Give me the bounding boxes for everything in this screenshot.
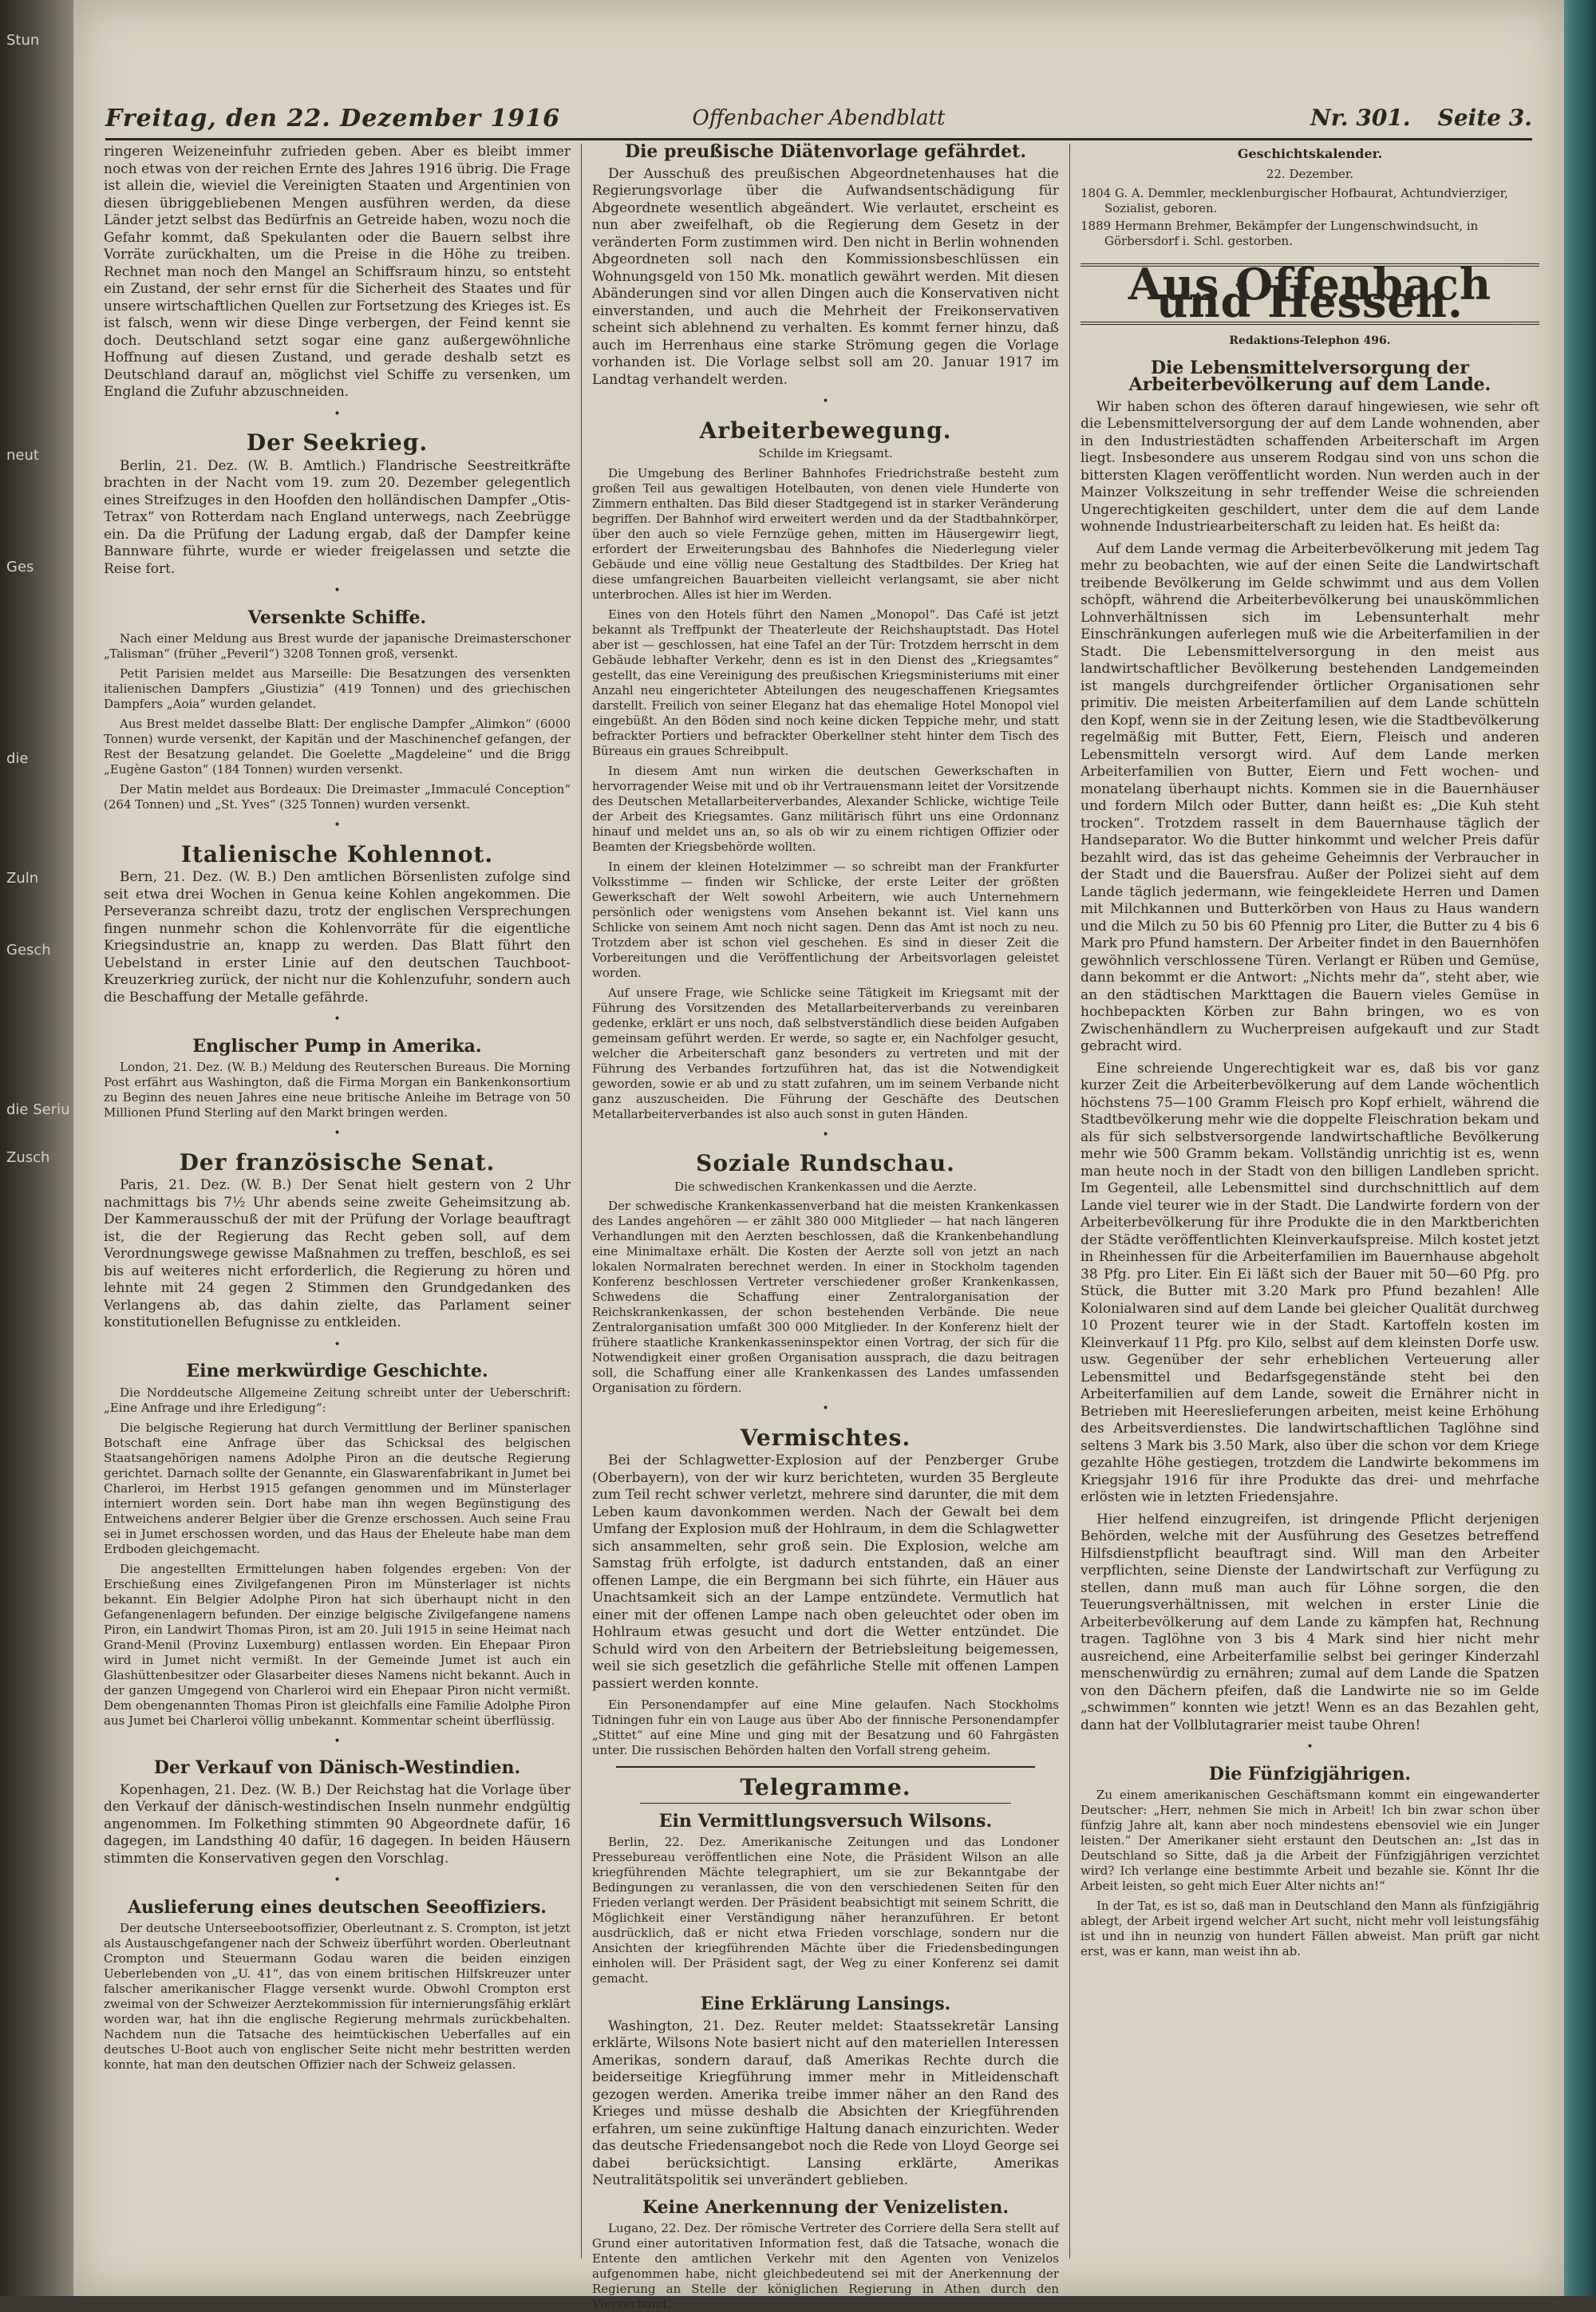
headline-venizelisten: Keine Anerkennung der Venizelisten. [642,2196,1009,2218]
article-text: Der schwedische Krankenkassenverband hat die meisten Krankenkassen des Landes angehören — er zählt 380 000 Mitglieder — hat nach längeren Verhandlungen mit den Aerzten beschlossen, daß die Krankenbehandlung eine Minimaltaxe erhält. Die Kosten der Aerzte soll von jetzt an nach lokalen Normalraten berechnet werden. In einer in Stockholm tagenden Konferenz beschlossen Vertreter verschiedener großer Krankenkassen, Schwedens die Schaffung einer Zentralorganisation der Reichskrankenkassen, der schon bestehenden Verbände. Die neue Zentralorganisation umfaßt 300 000 Mitglieder. In der Konferenz hielt der frühere staatliche Krankenkasseninspektor einen Vortrag, der sich für die Notwendigkeit einer großen Organisation aussprach, die dazu beitragen soll, die Schaffung einer alle Krankenkassen des Landes umfassenden Organisation zu fördern. [592,1199,1059,1395]
separator-line [640,1803,1011,1804]
article-text: Eines von den Hotels führt den Namen „Monopol“. Das Café ist jetzt bekannt als Treffpunkt der Theaterleute der Reichshauptstadt. Das Hotel aber ist — geschlossen, hat eine Tafel an der Tür: Trotzdem herrscht in dem Gebäude lebhafter Verkehr, denn es ist in den Dienst des „Kriegsamtes“ gestellt, das eine Vereinigung des preußischen Kriegsministeriums mit einer Anzahl neu eingerichteter Abteilungen des neugeschaffenen Kriegsamtes darstellt. Freilich von seiner Eleganz hat das ehemalige Hotel Monopol viel eingebüßt. An den Böden sind noch keine dicken Teppiche mehr, und statt befrackter Portiers und befrackter Oberkellner steht hinter dem Tisch des Büreaus ein graues Schreibpult. [592,607,1059,758]
article-text: Bern, 21. Dez. (W. B.) Den amtlichen Börsenlisten zufolge sind seit etwa drei Wochen in Genua keine Kohlen angekommen. Die Perseveranza schreibt dazu, trotz der englischen Versprechungen fingen nunmehr schon die Kohlenvorräte für die eigentliche Kriegsindustrie an, knapp zu werden. Das Blatt führt den Uebelstand in erster Linie auf den deutschen Tauchboot-Kreuzerkrieg zurück, der nicht nur die Kohlenzufuhr, sondern auch die Beschaffung der Metalle gefährde. [104,869,571,1006]
binding-fragment: Stun [6,32,40,49]
article-text: Hier helfend einzugreifen, ist dringende Pflicht derjenigen Behörden, welche mit der Ausführung des Gesetzes betreffend Hilfsdienstpflicht beauftragt sind. Will man den Arbeiter verpflichten, seine Dienste der Landwirtschaft zur Verfügung zu stellen, dann muß man auch für Löhne sorgen, die den Teuerungsverhältnissen, mit welchen in erster Linie die Arbeiterbevölkerung auf dem Lande zu kämpfen hat, Rechnung tragen. Taglöhne von 3 bis 4 Mark sind hier nicht mehr ausreichend, eine Arbeiterfamilie selbst bei geringer Kinderzahl menschenwürdig zu ernähren; zumal auf dem Lande die Spatzen von den Dächern pfeifen, daß die Landwirte nie so im Gelde „schwimmen“ konnten wie jetzt! Wenn es an das Bezahlen geht, dann hat der Vollblutagrarier meist taube Ohren! [1080,1511,1539,1733]
subheadline: Die schwedischen Krankenkassen und die Aerzte. [674,1179,977,1194]
column-3 [1080,144,1539,2267]
headline-pump: Englischer Pump in Amerika. [192,1035,482,1057]
headline-lansing: Eine Erklärung Lansings. [700,1994,951,2014]
article-text: Die belgische Regierung hat durch Vermittlung der Berliner spanischen Botschaft eine Anfrage über das Schicksal des belgischen Staatsangehörigen namens Adolphe Piron an die deutsche Regierung gerichtet. Darnach sollte der Genannte, ein Glaswarenfabrikant in Jumet bei Charleroi, im Herbst 1915 gefangen genommen und im Münsterlager interniert worden sein. Dort habe man ihn wegen Begünstigung des Entweichens anderer Belgier über die Grenze erschossen. Auch seine Frau sei in Jumet erschossen worden, und das Haus der Eheleute habe man dem Erdboden gleichgemacht. [104,1420,571,1556]
headline-arbeiterbewegung: Arbeiterbewegung. [699,417,952,444]
separator-dot: • [334,584,341,597]
masthead-title: Offenbacher Abendblatt [692,106,946,130]
calendar-date: 22. Dezember. [1266,166,1354,181]
headline-geschichte: Eine merkwürdige Geschichte. [186,1361,488,1381]
masthead [105,100,1532,140]
article-text: Aus Brest meldet dasselbe Blatt: Der englische Dampfer „Alimkon“ (6000 Tonnen) wurde versenkt, der Kapitän und der Maschinenchef gefangen, der Rest der Besatzung gelandet. Die Goelette „Magdeleine“ und die Brigg „Eugène Gaston“ (184 Tonnen) wurden versenkt. [104,717,571,777]
article-text: Bei der Schlagwetter-Explosion auf der Penzberger Grube (Oberbayern), von der wir kurz berichteten, wurden 35 Bergleute zum Teil recht schwer verletzt, mehrere sind darunter, die mit dem Leben kaum davonkommen werden. Nach der Gewalt bei dem Umfang der Explosion muß der Hohlraum, in dem die Schlagwetter sich ansammelten, sehr groß sein. Die Explosion, welche am Samstag früh erfolgte, ist dadurch entstanden, daß an einer offenen Lampe, die ein Bergmann bei sich führte, ein Häuer aus Unachtsamkeit sich an der Lampe entzündete. Vermutlich hat einer mit der offenen Lampe nach oben geleuchtet oder oben im Hohlraum etwas gesucht und dort die Wetter entzündet. Die Schuld wird von den Arbeitern der Betriebsleitung beigemessen, weil sie sich gesetzlich die gefährliche Stelle mit offenen Lampen passiert werden konnte. [592,1452,1059,1692]
calendar-title: Geschichtskalender. [1237,146,1383,161]
article-text: Der Ausschuß des preußischen Abgeordnetenhauses hat die Regierungsvorlage über die Aufwandsentschädigung für Abgeordnete wesentlich abgeändert. Wie verlautet, erscheint es nun aber zweifelhaft, ob die Regierung dem Gesetz in der veränderten Form zustimmen wird. Den nicht in Berlin wohnenden Abgeordneten soll nach den Kommissionsbeschlüssen ein Wohnungsgeld von 150 Mk. monatlich gewährt werden. Mit diesen Abänderungen sind vor allen Dingen auch die Konservativen nicht einverstanden, und auch die Mehrheit der Freikonservativen scheint sich ablehnend zu verhalten. Es kommt ferner hinzu, daß auch im Herrenhaus eine starke Strömung gegen die Vorlage vorhanden ist. Die Vorlage selbst soll am 20. Januar 1917 im Landtag verhandelt werden. [592,165,1059,388]
separator-dot: • [334,407,341,421]
separator-dot: • [334,1013,341,1026]
article-text: Die Norddeutsche Allgemeine Zeitung schreibt unter der Ueberschrift: „Eine Anfrage und ihre Erledigung“: [104,1385,571,1415]
article-text: Wir haben schon des öfteren darauf hingewiesen, wie sehr oft die Lebensmittelversorgung der auf dem Lande wohnenden, aber in den Industriestädten schaffenden Arbeiterschaft im Argen liegt. Insbesondere aus unserem Rodgau sind von uns schon die bittersten Klagen veröffentlicht worden. Nun werden auch in der Mainzer Volkszeitung in sehr treffender Weise die schreienden Ungerechtigkeiten geschildert, unter dem die auf dem Lande wohnende Industriearbeiterschaft zu leiden hat. Es heißt da: [1080,398,1539,535]
section-title: Aus Offenbach und Hessen. [1080,263,1539,325]
headline-sozial: Soziale Rundschau. [696,1150,955,1176]
headline-vermischtes: Vermischtes. [740,1424,911,1451]
article-text: Kopenhagen, 21. Dez. (W. B.) Der Reichstag hat die Vorlage über den Verkauf der dänisch-westindischen Inseln nunmehr endgültig angenommen. Im Folkething stimmten 90 Abgeordnete dafür, 16 dagegen, im Landsthing 40 dafür, 16 dagegen. In beiden Häusern stimmten die Konservativen gegen den Vorschlag. [104,1781,571,1867]
article-text: Die Umgebung des Berliner Bahnhofes Friedrichstraße besteht zum großen Teil aus gewaltigen Hotelbauten, von denen viele Hunderte von Zimmern enthalten. Das Bild dieser Stadtgegend ist in starker Veränderung begriffen. Der Bahnhof wird erweitert werden und da der Stadtbahnkörper, über den auch so viele Fernzüge gehen, mitten im Häusergewirr liegt, erfordert der Erweiterungsbau des Bahnhofes die Niederlegung vieler Gebäude und eine völlig neue Gestaltung des Stadtbildes. Der Krieg hat diese umfangreichen Bauarbeiten vielleicht verlangsamt, sie aber nicht unterbrochen. Alles ist hier im Werden. [592,465,1059,602]
article-text: Berlin, 22. Dez. Amerikanische Zeitungen und das Londoner Pressebureau veröffentlichen eine Note, die Präsident Wilson an alle kriegführenden Mächte telegraphiert, um sie zur Bekanntgabe der Bedingungen zu veranlassen, die von den verschiedenen Seiten für den Frieden verlangt werden. Der Präsident beabsichtigt mit seinem Schritt, die Möglichkeit einer Verständigung näher heranzuführen. Er betont ausdrücklich, daß er nicht etwa Frieden vorschlage, sondern nur die Ansichten der kriegführenden Mächte über die Friedensbedingungen einholen will. Der Präsident sagt, der Weg zu einer Konferenz sei damit gemacht. [592,1835,1059,1986]
newspaper-page [73,0,1564,2311]
binding-fragment: die [6,750,29,767]
binding-fragment: Zusch [6,1149,50,1166]
binding-fragment: Gesch [6,942,51,958]
separator-dot: • [822,395,829,408]
book-binding [0,0,73,2296]
separator-dot: • [822,1402,829,1415]
headline-seekrieg: Der Seekrieg. [246,429,429,456]
article-text: In der Tat, es ist so, daß man in Deutschland den Mann als fünfzigjährig ablegt, der Arbeit irgend welcher Art sucht, nicht mehr voll leistungsfähig ist und ihn in neunzig von hundert Fällen abweist. Man prüft gar nicht erst, was er kann, man weist ihn ab. [1080,1899,1539,1958]
binding-fragment: Ges [6,559,34,575]
book-edge [1561,0,1596,2296]
article-text: London, 21. Dez. (W. B.) Meldung des Reuterschen Bureaus. Die Morning Post erfährt aus Washington, daß die Firma Morgan ein Bankenkonsortium zu Beginn des neuen Jahres eine neue britische Anleihe im Betrage von 50 Millionen Pfund Sterling auf den Markt bringen werden. [104,1060,571,1120]
separator-dot: • [334,1734,341,1748]
article-text: In einem der kleinen Hotelzimmer — so schreibt man der Frankfurter Volksstimme — finden wir Schlicke, der erste Leiter der größten Gewerkschaft der Welt sowohl Arbeitern, wie auch Unternehmern persönlich oder wenigstens vom Ansehen bekannt ist. Viel kann uns Schlicke von seinem Amt noch nicht sagen. Denn das Amt ist noch zu neu. Trotzdem aber ist schon viel geschehen. Es sind in dieser Zeit die Vorbereitungen und die Veröffentlichung der Arbeitsvorlagen geleistet worden. [592,859,1059,980]
article-text: Lugano, 22. Dez. Der römische Vertreter des Corriere della Sera stellt auf Grund einer autoritativen Information fest, daß die Tatsache, wonach die Entente den amtlichen Verkehr mit den Agenten von Venizelos aufgenommen habe, nicht gleichbedeutend sei mit der Anerkennung der Regierung an Stelle der königlichen Regierung in Athen durch den Vierverband. [592,2221,1059,2311]
headline-telegramme: Telegramme. [740,1774,911,1800]
headline-diaeten: Die preußische Diätenvorlage gefährdet. [625,141,1026,162]
article-text: Zu einem amerikanischen Geschäftsmann kommt ein eingewanderter Deutscher: „Herr, nehmen Sie mich in Arbeit! Ich bin zwar schon über fünfzig Jahre alt, kann aber noch mindestens ebensoviel wie ein Junger leisten.“ Der Amerikaner sieht erstaunt den Deutschen an: „Ist das in Deutschland so Sitte, daß ja die Arbeit der Fünfzigjährigen verzichtet wird? Ich verlange eine bestimmte Arbeit und bezahle sie. Könnt Ihr die Arbeit leisten, so geht mich Euer Alter nichts an!“ [1080,1788,1539,1893]
article-text: Der Matin meldet aus Bordeaux: Die Dreimaster „Immaculé Conception“ (264 Tonnen) und „St. Yves“ (325 Tonnen) wurden versenkt. [104,782,571,812]
masthead-date: Freitag, den 22. Dezember 1916 [105,105,560,132]
article-text: Auf dem Lande vermag die Arbeiterbevölkerung mit jedem Tag mehr zu beobachten, wie auf der einen Seite die Landwirtschaft treibende Bevölkerung im Gelde schwimmt und aus dem Vollen schöpft, während die Arbeiterbevölkerung bei unauskömmlichen Lohnverhältnissen sich im Lebensunterhalt mehr Einschränkungen auferlegen muß wie die Arbeiterfamilien in der Stadt. Die Lebensmittelversorgung in den meist aus landwirtschaftlicher Bevölkerung bestehenden Landgemeinden ist mangels durchgreifender örtlicher Organisationen sehr primitiv. Die meisten Arbeiterfamilien auf dem Lande schütteln den Kopf, wenn sie in der Zeitung lesen, wie die Stadtbevölkerung regelmäßig mit Butter, Fett, Eiern, Fleisch und anderen Lebensmitteln versorgt wird. Auf dem Lande merken Arbeiterfamilien von Butter, Eiern und Fett wochen- und monatelang überhaupt nichts. Kommen sie in die Bauernhäuser und fordern Milch oder Butter, dann heißt es: „Die Kuh steht trocken“. Trotzdem rasselt in dem Bauernhause täglich der Handseparator. Wo die Butter hinkommt und welcher Preis dafür bezahlt wird, das ist das geheime Geheimnis der Verbraucher in der Stadt und die Bauersfrau. Außer der Polizei sieht auf dem Lande täglich jedermann, wie feingekleidete Herren und Damen mit Milchkannen und Butterkörben von Haus zu Haus wandern und die Milch zu 50 bis 60 Pfennig pro Liter, die Butter zu 4 bis 6 Mark pro Pfund hamstern. Der Arbeiter findet in den Bauernhöfen gewöhnlich verschlossene Türen. Verlangt er Rüben und Gemüse, dann bekommt er die Antwort: „Nichts mehr da“, steht aber, wie an den städtischen Markttagen die Bauern vieles Gemüse in hochbepackten Körben zur Bahn bringen, wo es von Zwischenhändlern zu Wucherpreisen aufgekauft und zur Stadt gebracht wird. [1080,540,1539,1054]
separator-dot: • [334,819,341,832]
separator-dot: • [822,1128,829,1141]
article-text: Paris, 21. Dez. (W. B.) Der Senat hielt gestern von 2 Uhr nachmittags bis 7½ Uhr abends seine zweite Geheimsitzung ab. Der Kammerausschuß der mit der Prüfung der Vorlage beauftragt ist, die der Regierung das Recht geben soll, auf dem Verordnungswege gewisse Maßnahmen zu treffen, beschloß, es sei bis auf weiteres nicht erforderlich, die Regierung zu hören und lehnte mit 24 gegen 2 Stimmen den Grundgedanken des Verlangens ab, das dahin zielte, das Parlament seiner konstitutionellen Befugnisse zu entkleiden. [104,1177,571,1330]
article-text: Auf unsere Frage, wie Schlicke seine Tätigkeit im Kriegsamt mit der Führung des Vorsitzenden des Metallarbeiterverbands zu vereinbaren gedenke, erklärt er uns noch, daß selbstverständlich diese beiden Aufgaben gemeinsam geführt werden. Er werde, so sagte er, ein Nachfolger gesucht, welcher die Arbeiterschaft ganz besonders zu vertreten und mit der Führung des Verbandes fortzuführen hat, das ist die Notwendigkeit geworden, sowie er ab und zu statt zufahren, um im seinem Verbande nicht ganz auszuscheiden. Die Führung der Geschäfte des Deutschen Metallarbeiterverbandes ist also auch sonst in guten Händen. [592,985,1059,1121]
article-text: Petit Parisien meldet aus Marseille: Die Besatzungen des versenkten italienischen Dampfers „Giustizia“ (419 Tonnen) und des griechischen Dampfers „Aoia“ wurden gelandet. [104,666,571,711]
headline-versenkt: Versenkte Schiffe. [247,607,427,628]
column-2 [592,141,1059,2311]
calendar-entry: 1889 Hermann Brehmer, Bekämpfer der Lungenschwindsucht, in Görbersdorf i. Schl. gestorben. [1080,219,1479,248]
headline-kohlennot: Italienische Kohlennot. [180,840,494,867]
headline-fuenfzigjaehrige: Die Fünfzigjährigen. [1208,1763,1412,1784]
separator-line [616,1766,1035,1768]
article-text: ringeren Weizeneinfuhr zufrieden geben. Aber es bleibt immer noch etwas von der reichen Ernte des Jahres 1916 übrig. Die Frage ist allein die, wieviel die Vereinigten Staaten und Argentinien von diesen übriggebliebenen Mengen ausführen werden, da diese Länder jetzt selbst das Bedürfnis an Getreide haben, wozu noch die Gefahr kommt, daß Spekulanten oder die Bauern selbst ihre Vorräte zurückhalten, um die Preise in die Höhe zu treiben. Rechnet man noch den Mangel an Schiffsraum hinzu, so entsteht ein Zustand, der sehr ernst für die Sicherheit des Staates und für unsere wirtschaftlichen Quellen zur Fortsetzung des Krieges ist. Es ist falsch, wenn wir diese Dinge verbergen, der Feind kennt sie doch. Deutschland setzt sogar eine ganz außergewöhnliche Hoffnung auf diesen Zustand, und gerade deshalb setzt es Deutschland darauf an, möglichst viel Schiffe zu versenken, um England die Zufuhr abzuschneiden. [104,144,571,400]
binding-fragment: neut [6,447,39,464]
article-text: Nach einer Meldung aus Brest wurde der japanische Dreimasterschoner „Talisman“ (früher „Peveril“) 3208 Tonnen groß, versenkt. [104,631,571,661]
headline-seeoffizier: Auslieferung eines deutschen Seeoffiziers. [127,1896,547,1918]
headline-westindien: Der Verkauf von Dänisch-Westindien. [153,1757,521,1778]
column-1 [104,144,571,2267]
headline-lebensmittel: Die Lebensmittelversorgung der Arbeiterbevölkerung auf dem Lande. [1128,357,1491,395]
headline-senat: Der französische Senat. [179,1148,496,1176]
separator-dot: • [334,1338,341,1351]
separator-dot: • [334,1127,341,1140]
article-text: Ein Personendampfer auf eine Mine gelaufen. Nach Stockholms Tidningen fuhr ein von Lauge aus über Abo der finnische Personendampfer „Stittet“ auf eine Mine und ging mit der Besatzung und 60 Fahrgästen unter. Die russischen Behörden halten den Vorfall streng geheim. [592,1697,1059,1757]
page-number: Seite 3. [1437,105,1532,131]
article-text: Eine schreiende Ungerechtigkeit war es, daß bis vor ganz kurzer Zeit die Arbeiterbevölkerung auf dem Lande wöchentlich höchstens 75—100 Gramm Fleisch pro Kopf erhielt, während die Stadtbevölkerung mehr wie die doppelte Fleischration bekam und als für sich selbstversorgende landwirtschaftliche Bevölkerung mehr wie 500 Gramm bekam. Vollständig unrichtig ist es, wenn man heute noch in der Stadt von den billigen Landleben spricht. Im Gegenteil, alle Lebensmittel sind durchschnittlich auf dem Lande viel teurer wie in der Stadt. Die Landwirte fordern von der Arbeiterbevölkerung für ihre Produkte die in den Marktberichten der Städte veröffentlichten Kleinverkaufspreise. Milch kostet jetzt in Rheinhessen für die Arbeiterfamilien im Bauernhause abgeholt 38 Pfg. pro Liter. Ein Ei läßt sich der Bauer mit 50—60 Pfg. pro Stück, die Butter mit 3.20 Mark pro Pfund bezahlen! Alle Kolonialwaren sind auf dem Lande bei gleicher Qualität durchweg 10 Prozent teurer wie in der Stadt. Kartoffeln kosten im Kleinverkauf 11 Pfg. pro Kilo, selbst auf dem kleinsten Dorfe usw. usw. Gegenüber der sehr erheblichen Verteuerung aller Lebensmittel und Bedarfsgegenstände steht bei den Arbeiterfamilien auf dem Lande, soweit die Ernährer nicht in Betrieben mit Heereslieferungen arbeiten, meist keine Erhöhung des Arbeitsverdienstes. Die landwirtschaftlichen Taglöhne sind seltens 3 Mark bis 3.50 Mark, also über die schon vor dem Kriege gezahlte Höhe gestiegen, trotzdem die Landwirte bekommens im Kriegsjahr 1916 für ihre Produkte das drei- und mehrfache erlösten wie in letzten Friedensjahre. [1080,1060,1539,1505]
binding-fragment: die Seriu [6,1101,70,1118]
article-text: Die angestellten Ermittelungen haben folgendes ergeben: Von der Erschießung eines Zivilgefangenen Piron im Münsterlager ist nichts bekannt. Ein Belgier Adolphe Piron hat sich überhaupt nicht in den Gefangenenlagern befunden. Der einzige belgische Zivilgefangene namens Piron, ein Landwirt Thomas Piron, ist am 20. Juli 1915 in seine Heimat nach Grand-Menil (Provinz Luxemburg) entlassen worden. Ein Ehepaar Piron wird in Jumet nicht vermißt. In der Gemeinde Jumet ist auch ein Glashüttenbesitzer oder Glasarbeiter dieses Namens nicht bekannt. Auch in der ganzen Umgegend von Charleroi wird ein Ehepaar Piron nicht vermißt. Dem obengenannten Thomas Piron ist gleichfalls eine Familie Adolphe Piron aus Jumet bei Charleroi völlig unbekannt. Kommentar scheint überflüssig. [104,1561,571,1728]
binding-fragment: Zuln [6,870,39,887]
calendar-entry: 1804 G. A. Demmler, mecklenburgischer Hofbaurat, Achtundvierziger, Sozialist, geboren. [1080,186,1508,215]
headline-wilson: Ein Vermittlungsversuch Wilsons. [658,1810,993,1832]
article-text: Berlin, 21. Dez. (W. B. Amtlich.) Flandrische Seestreitkräfte brachten in der Nacht vom 19. zum 20. Dezember gelegentlich eines Streifzuges in den Hoofden den holländischen Dampfer „Otis-Tetrax“ von Rotterdam nach England unterwegs, nach Zeebrügge ein. Da die Prüfung der Ladung ergab, daß der Dampfer keine Bannware führte, wurde er wieder freigelassen und setzte die Reise fort. [104,457,571,577]
article-text: In diesem Amt nun wirken die deutschen Gewerkschaften in hervorragender Weise mit und ob ihr Vertrauensmann leitet der Vorsitzende des Deutschen Metallarbeiterverbandes, Alexander Schlicke, wichtige Teile der Arbeit des Kriegsamtes. Ganz militärisch führt uns eine Ordonnanz hinauf und meldet uns an, so als ob wir zu einem richtigen Offizier oder Beamten der Kriegsbehörde wollten. [592,763,1059,854]
separator-dot: • [334,1874,341,1887]
masthead-number-page [1310,105,1532,131]
editorial-phone: Redaktions-Telephon 496. [1229,334,1391,347]
separator-dot: • [1306,1741,1314,1753]
article-text: Washington, 21. Dez. Reuter meldet: Staatssekretär Lansing erklärte, Wilsons Note basiert nicht auf den materiellen Interessen Amerikas, sondern darauf, daß Amerikas Rechte durch die beiderseitige Kriegführung immer mehr in Mitleidenschaft gezogen werden. Amerika treibe immer näher an den Rand des Krieges und müsse deshalb die Absichten der Kriegführenden erfahren, um seine zukünftige Haltung danach einzurichten. Weder das deutsche Friedensangebot noch die Rede von Lloyd George sei dabei berücksichtigt. Lansing erklärte, Amerikas Neutralitätspolitik sei unverändert geblieben. [592,2018,1059,2188]
column-rule [581,144,582,2259]
issue-number: Nr. 301. [1310,105,1411,131]
column-rule [1069,144,1070,2259]
article-text: Der deutsche Unterseebootsoffizier, Oberleutnant z. S. Crompton, ist jetzt als Austauschgefangener nach der Schweiz überführt worden. Oberleutnant Crompton und Steuermann Godau waren die beiden einzigen Ueberlebenden von „U. 41“, das von einem britischen Hilfskreuzer unter falscher amerikanischer Flagge versenkt wurde. Obwohl Crompton erst zweimal von der Schweizer Aerztekommission für internierungsfähig erklärt worden war, hat ihn die englische Regierung mehrmals zurückbehalten. Nachdem nun die Tatsache des heimtückischen Ueberfalles auf ein deutsches U-Boot auch von englischer Seite nicht mehr bestritten werden konnte, hat man den deutschen Offizier nach der Schweiz gelassen. [104,1921,571,2072]
subheadline: Schilde im Kriegsamt. [758,446,893,460]
